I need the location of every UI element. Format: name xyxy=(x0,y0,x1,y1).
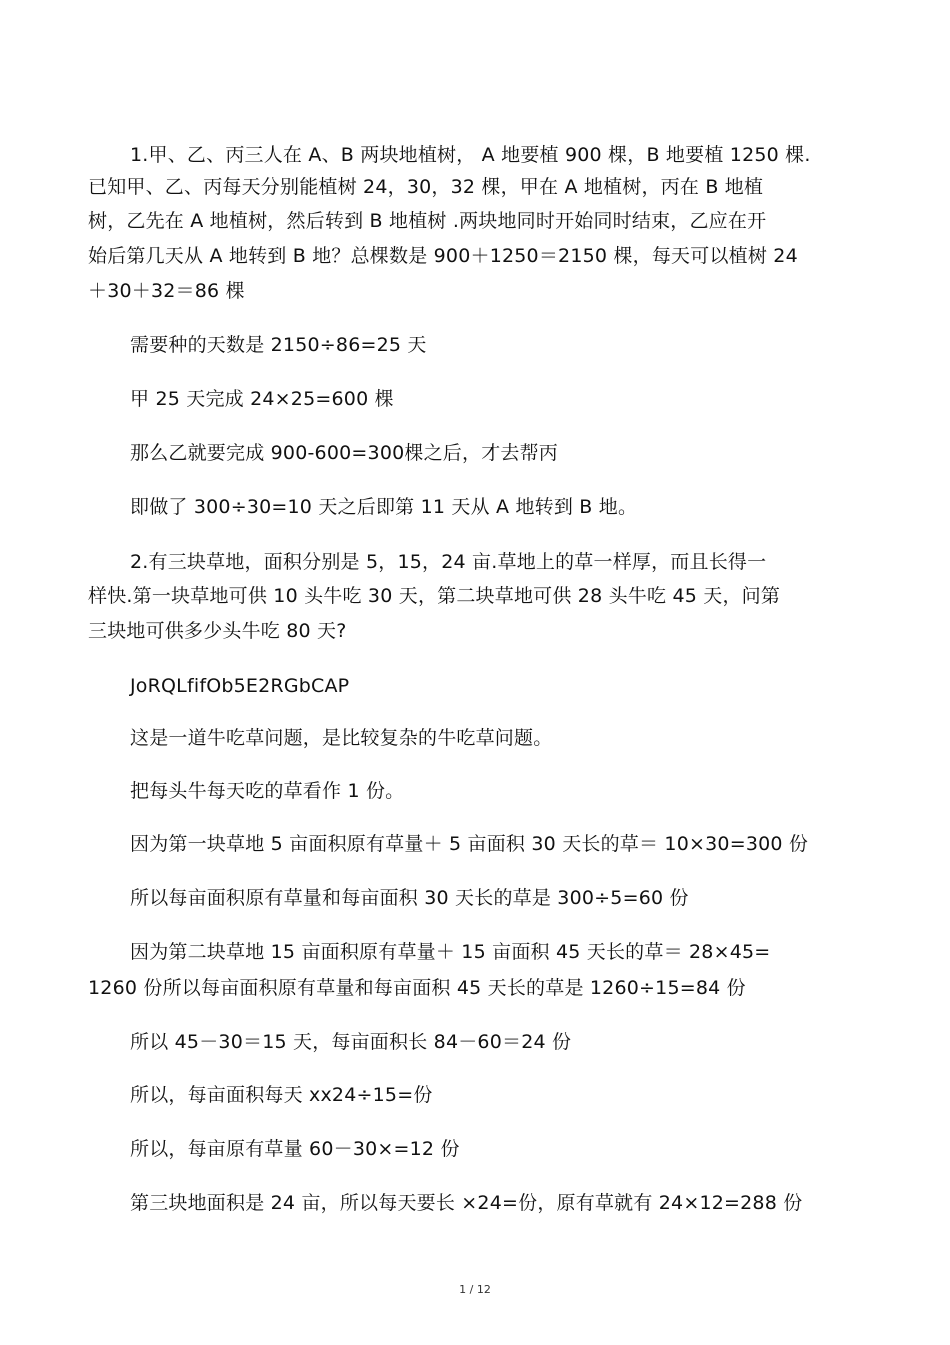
text-line: 甲 25 天完成 24×25=600 棵 xyxy=(130,388,394,410)
text-line: 所以，每亩面积每天 xx24÷15=份 xyxy=(130,1084,433,1106)
text-line: 把每头牛每天吃的草看作 1 份。 xyxy=(130,780,405,802)
text-line: 1.甲、乙、丙三人在 A、B 两块地植树， A 地要植 900 棵，B 地要植 1250 棵. xyxy=(130,144,811,166)
text-line: JoRQLfifOb5E2RGbCAP xyxy=(130,675,350,697)
text-line: 树，乙先在 A 地植树，然后转到 B 地植树 .两块地同时开始同时结束，乙应在开 xyxy=(88,210,767,232)
text-line: ＋30＋32＝86 棵 xyxy=(88,280,245,302)
text-line: 需要种的天数是 2150÷86=25 天 xyxy=(130,334,427,356)
text-line: 那么乙就要完成 900-600=300棵之后，才去帮丙 xyxy=(130,442,559,464)
text-line: 所以每亩面积原有草量和每亩面积 30 天长的草是 300÷5=60 份 xyxy=(130,887,689,909)
text-line: 因为第二块草地 15 亩面积原有草量＋ 15 亩面积 45 天长的草＝ 28×45= xyxy=(130,941,771,963)
text-line: 三块地可供多少头牛吃 80 天? xyxy=(88,620,347,642)
text-line: 这是一道牛吃草问题，是比较复杂的牛吃草问题。 xyxy=(130,727,553,749)
text-line: 第三块地面积是 24 亩，所以每天要长 ×24=份，原有草就有 24×12=288 份 xyxy=(130,1192,803,1214)
text-line: 即做了 300÷30=10 天之后即第 11 天从 A 地转到 B 地。 xyxy=(130,496,638,518)
text-line: 已知甲、乙、丙每天分别能植树 24，30，32 棵，甲在 A 地植树，丙在 B 地植 xyxy=(88,176,764,198)
text-line: 始后第几天从 A 地转到 B 地？总棵数是 900＋1250＝2150 棵，每天可以植树 24 xyxy=(88,245,798,267)
page-number: 1 / 12 xyxy=(459,1283,491,1296)
text-line: 样快.第一块草地可供 10 头牛吃 30 天，第二块草地可供 28 头牛吃 45 天，问第 xyxy=(88,585,781,607)
text-line: 1260 份所以每亩面积原有草量和每亩面积 45 天长的草是 1260÷15=84 份 xyxy=(88,977,746,999)
text-line: 2.有三块草地，面积分别是 5，15，24 亩.草地上的草一样厚，而且长得一 xyxy=(130,551,767,573)
text-line: 所以，每亩原有草量 60－30×=12 份 xyxy=(130,1138,460,1160)
text-line: 所以 45－30＝15 天，每亩面积长 84－60＝24 份 xyxy=(130,1031,572,1053)
text-line: 因为第一块草地 5 亩面积原有草量＋ 5 亩面积 30 天长的草＝ 10×30=300 份 xyxy=(130,833,809,855)
